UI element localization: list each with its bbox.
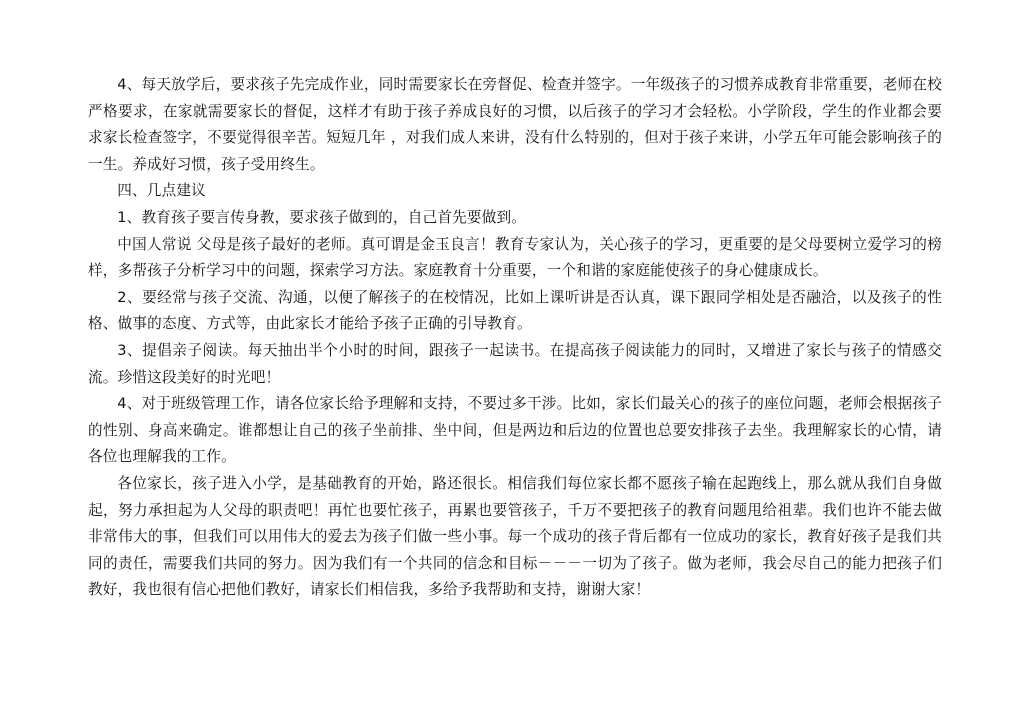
paragraph-suggestion-4: 4、对于班级管理工作，请各位家长给予理解和支持，不要过多干涉。比如，家长们最关心的孩子的座位问题，老师会根据孩子的性别、身高来确定。谁都想让自己的孩子坐前排、坐中间，但是两边和后边的位置也总要安排孩子去坐。我理解家长的心情，请各位也理解我的工作。 <box>88 395 942 466</box>
document-body <box>88 72 942 604</box>
paragraph-parents-as-teachers: 中国人常说 父母是孩子最好的老师。真可谓是金玉良言！教育专家认为，关心孩子的学习，更重要的是父母要树立爱学习的榜样，多帮孩子分析学习中的问题，探索学习方法。家庭教育十分重要，一个和谐的家庭能使孩子的身心健康成长。 <box>88 235 943 280</box>
paragraph-suggestion-2: 2、要经常与孩子交流、沟通，以便了解孩子的在校情况，比如上课听讲是否认真，课下跟同学相处是否融洽，以及孩子的性格、做事的态度、方式等，由此家长才能给予孩子正确的引导教育。 <box>88 288 942 333</box>
paragraph-suggestion-3: 3、提倡亲子阅读。每天抽出半个小时的时间，跟孩子一起读书。在提高孩子阅读能力的同时，又增进了家长与孩子的情感交流。珍惜这段美好的时光吧！ <box>88 341 942 386</box>
paragraph-suggestion-1: 1、教育孩子要言传身教，要求孩子做到的，自己首先要做到。 <box>117 208 527 226</box>
paragraph-closing: 各位家长，孩子进入小学，是基础教育的开始，路还很长。相信我们每位家长都不愿孩子输在起跑线上，那么就从我们自身做起，努力承担起为人父母的职责吧！再忙也要忙孩子，再累也要管孩子，千万不要把孩子的教育问题甩给祖辈。我们也许不能去做非常伟大的事，但我们可以用伟大的爱去为孩子们做一些小事。每一个成功的孩子背后都有一位成功的家长，教育好孩子是我们共同的责任，需要我们共同的努力。因为我们有一个共同的信念和目标－－－一切为了孩子。做为老师，我会尽自己的能力把孩子们教好，我也很有信心把他们教好，请家长们相信我，多给予我帮助和支持，谢谢大家！ <box>88 474 942 599</box>
section-heading-suggestions: 四、几点建议 <box>117 182 206 200</box>
paragraph-homework-supervision: 4、每天放学后，要求孩子先完成作业，同时需要家长在旁督促、检查并签字。一年级孩子的习惯养成教育非常重要，老师在校严格要求，在家就需要家长的督促，这样才有助于孩子养成良好的习惯，以后孩子的学习才会轻松。小学阶段，学生的作业都会要求家长检查签字，不要觉得很辛苦。短短几年 ，对我们成人来讲，没有什么特别的，但对于孩子来讲，小学五年可能会影响孩子的一生。养成好习惯，孩子受用终生。 <box>88 76 942 173</box>
